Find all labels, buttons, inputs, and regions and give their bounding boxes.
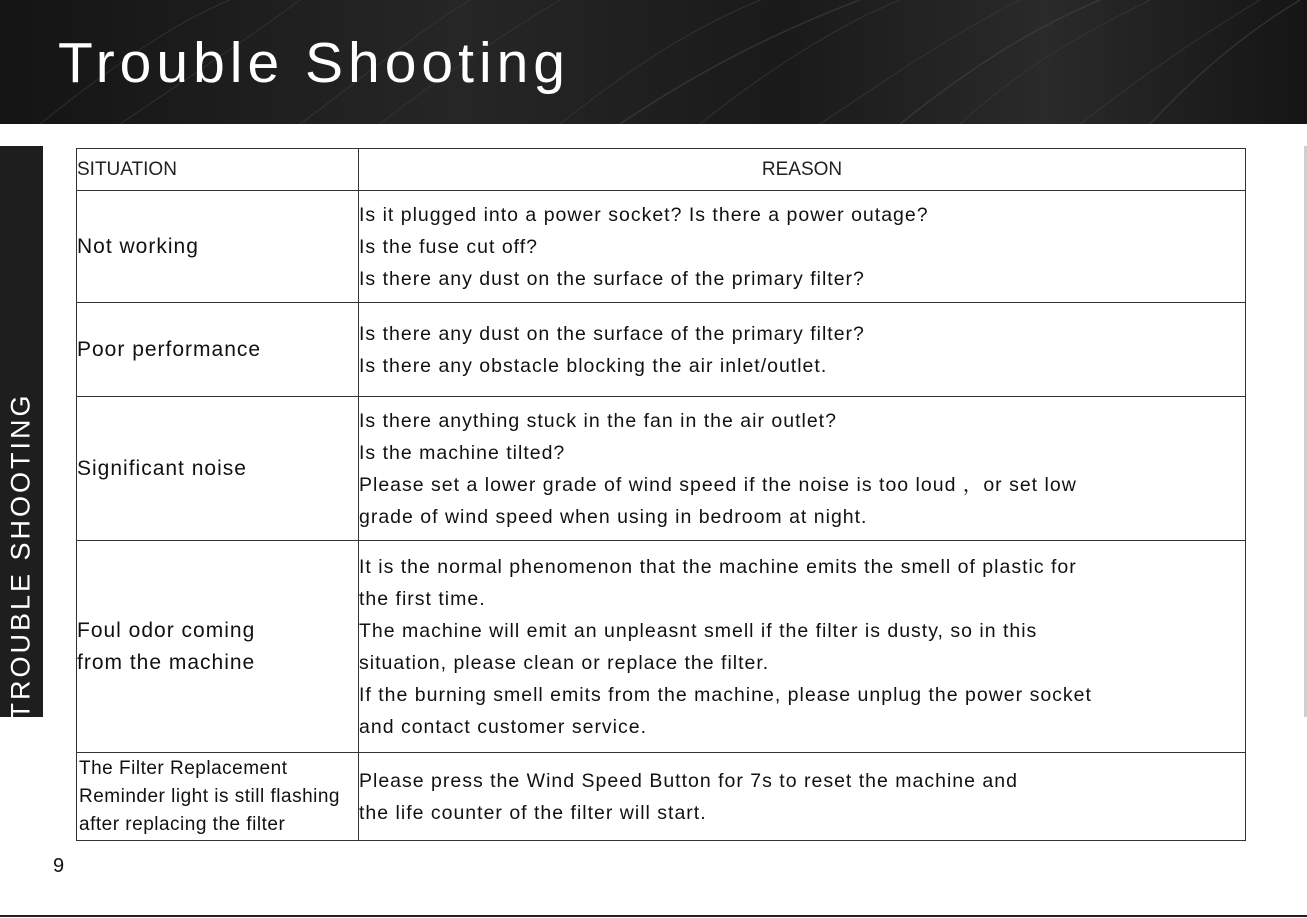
situation-text: Not working <box>77 234 199 258</box>
reason-text: Is the machine tilted? <box>359 441 566 464</box>
table-row <box>77 753 1246 841</box>
troubleshooting-table <box>76 148 1246 841</box>
reason-text: and contact customer service. <box>359 715 648 738</box>
reason-text: the life counter of the filter will start. <box>359 801 707 824</box>
situation-text: Reminder light is still flashing <box>79 785 340 807</box>
reason-cell <box>359 191 1246 303</box>
situation-text: after replacing the filter <box>79 813 286 835</box>
page-number: 9 <box>53 855 65 877</box>
reason-cell <box>359 541 1246 753</box>
reason-cell <box>359 303 1246 397</box>
table-row <box>77 303 1246 397</box>
reason-text: Please press the Wind Speed Button for 7s to reset the machine and <box>359 769 1018 792</box>
reason-cell <box>359 753 1246 841</box>
page-title: Trouble Shooting <box>58 31 571 95</box>
column-header-situation: SITUATION <box>77 149 359 191</box>
reason-text: Is there any dust on the surface of the primary filter? <box>359 267 865 290</box>
situation-text: Poor performance <box>77 337 262 361</box>
table-row <box>77 541 1246 753</box>
page-header <box>0 0 1307 124</box>
reason-text: grade of wind speed when using in bedroom at night. <box>359 505 868 528</box>
reason-cell <box>359 397 1246 541</box>
situation-cell <box>77 303 359 397</box>
reason-text: Is it plugged into a power socket? Is there a power outage? <box>359 203 929 226</box>
situation-text: Foul odor coming <box>77 618 256 642</box>
reason-text: Is the fuse cut off? <box>359 235 538 258</box>
reason-text: It is the normal phenomenon that the machine emits the smell of plastic for <box>359 555 1077 578</box>
situation-text: Significant noise <box>77 456 247 480</box>
reason-text: The machine will emit an unpleasnt smell if the filter is dusty, so in this <box>359 619 1038 642</box>
reason-text: Is there any dust on the surface of the primary filter? <box>359 322 865 345</box>
column-header-reason: REASON <box>359 149 1246 191</box>
side-section-tab <box>0 146 43 720</box>
side-section-label: TROUBLE SHOOTING <box>5 392 36 720</box>
reason-text: situation, please clean or replace the filter. <box>359 651 770 674</box>
situation-cell <box>77 397 359 541</box>
situation-cell <box>77 541 359 753</box>
table-header-row <box>77 149 1246 191</box>
reason-text: Please set a lower grade of wind speed if the noise is too loud ，or set low <box>359 473 1077 496</box>
reason-text: Is there anything stuck in the fan in the air outlet? <box>359 409 837 432</box>
reason-text: Is there any obstacle blocking the air inlet/outlet. <box>359 354 828 377</box>
reason-text: If the burning smell emits from the machine, please unplug the power socket <box>359 683 1092 706</box>
reason-text: the first time. <box>359 587 486 610</box>
table-row <box>77 191 1246 303</box>
situation-cell <box>77 191 359 303</box>
situation-cell <box>77 753 359 841</box>
table-row <box>77 397 1246 541</box>
situation-text: from the machine <box>77 650 256 674</box>
situation-text: The Filter Replacement <box>79 757 288 779</box>
footer-divider <box>0 915 1307 917</box>
